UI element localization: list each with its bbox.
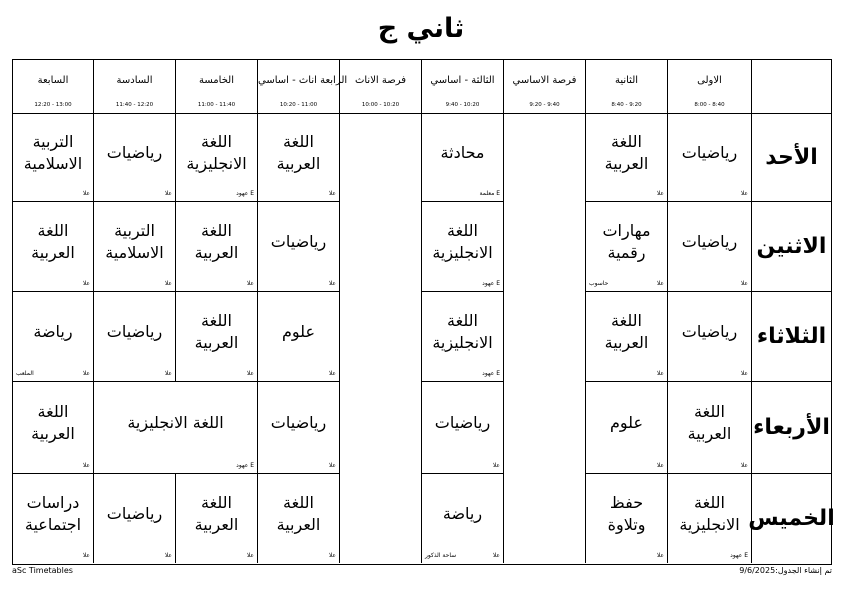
period-name: فرصة الاساسي — [512, 75, 577, 86]
lesson-subject: اللغة العربية — [604, 131, 649, 173]
lesson-teacher: علا — [164, 190, 172, 197]
lesson-subject: رياضة — [33, 321, 73, 341]
period-time: 10:20 - 11:00 — [279, 102, 318, 108]
lesson-subject: محادثة — [440, 142, 485, 162]
period-name: الاولى — [697, 75, 722, 86]
period-header — [503, 60, 585, 114]
lesson-subject: اللغة العربية — [31, 401, 75, 443]
lesson-subject: رياضيات — [681, 142, 738, 162]
day-name: الأربعاء — [753, 415, 830, 440]
lesson-teacher: علا — [82, 552, 90, 559]
lesson-subject: رياضيات — [270, 412, 327, 432]
corner-cell — [751, 60, 831, 114]
lesson-teacher: علا — [164, 280, 172, 287]
lesson-subject: اللغة العربية — [194, 492, 239, 534]
lesson-teacher: علا — [740, 462, 748, 469]
lesson-subject: حفظ وتلاوة — [607, 492, 646, 534]
page-title: ثاني ج — [377, 13, 465, 44]
lesson-subject: اللغة الانجليزية — [186, 131, 247, 173]
period-time: 11:40 - 12:20 — [115, 102, 154, 108]
period-name: الخامسة — [199, 75, 234, 86]
lesson-cell — [257, 114, 339, 202]
lesson-cell — [667, 114, 751, 202]
lesson-subject: اللغة العربية — [687, 401, 732, 443]
day-label — [751, 114, 831, 202]
period-time: 9:40 - 10:20 — [445, 102, 480, 108]
period-time: 8:00 - 8:40 — [694, 102, 725, 108]
period-header — [175, 60, 257, 114]
lesson-cell — [585, 474, 667, 563]
period-time: 11:00 - 11:40 — [197, 102, 236, 108]
lesson-cell — [257, 202, 339, 292]
lesson-subject: اللغة العربية — [276, 492, 321, 534]
lesson-cell — [13, 114, 93, 202]
lesson-cell — [421, 114, 503, 202]
period-header — [13, 60, 93, 114]
lesson-teacher: E عهود — [730, 552, 748, 559]
lesson-cell — [93, 474, 175, 563]
lesson-cell — [421, 292, 503, 382]
lesson-subject: اللغة العربية — [31, 220, 75, 262]
lesson-teacher: علا — [82, 190, 90, 197]
break-column — [339, 114, 421, 563]
lesson-teacher: علا — [656, 190, 664, 197]
lesson-cell — [13, 474, 93, 563]
footer-generated-date: تم إنشاء الجدول:9/6/2025 — [739, 566, 832, 575]
lesson-cell — [667, 292, 751, 382]
period-header — [421, 60, 503, 114]
lesson-cell — [175, 114, 257, 202]
lesson-cell — [13, 202, 93, 292]
lesson-subject: اللغة الانجليزية — [679, 492, 740, 534]
lesson-teacher: E عهود — [236, 190, 254, 197]
lesson-teacher: علا — [246, 552, 254, 559]
lesson-subject: رياضيات — [106, 142, 163, 162]
period-header — [93, 60, 175, 114]
lesson-teacher: علا — [164, 370, 172, 377]
lesson-teacher: علا — [164, 552, 172, 559]
lesson-cell — [667, 202, 751, 292]
lesson-cell — [585, 202, 667, 292]
period-header — [585, 60, 667, 114]
lesson-cell — [93, 382, 257, 474]
lesson-cell — [585, 114, 667, 202]
lesson-teacher: علا — [740, 280, 748, 287]
lesson-teacher: علا — [740, 370, 748, 377]
lesson-cell — [175, 292, 257, 382]
lesson-cell — [257, 474, 339, 563]
period-time: 12:20 - 13:00 — [34, 102, 72, 108]
lesson-subject: رياضيات — [681, 231, 738, 251]
lesson-subject: علوم — [609, 412, 643, 432]
footer-software: aSc Timetables — [12, 566, 73, 575]
lesson-teacher: E عهود — [482, 280, 500, 287]
lesson-cell — [93, 202, 175, 292]
lesson-teacher: علا — [82, 370, 90, 377]
lesson-room: حاسوب — [589, 280, 609, 287]
lesson-cell — [421, 382, 503, 474]
lesson-cell — [585, 382, 667, 474]
lesson-teacher: علا — [82, 280, 90, 287]
period-name: السابعة — [37, 75, 69, 86]
day-label — [751, 382, 831, 474]
lesson-subject: اللغة العربية — [194, 220, 239, 262]
period-name: السادسة — [116, 75, 153, 86]
lesson-cell — [421, 202, 503, 292]
lesson-cell — [93, 114, 175, 202]
lesson-subject: علوم — [281, 321, 315, 341]
lesson-subject: اللغة العربية — [604, 310, 649, 352]
lesson-subject: رياضيات — [270, 231, 327, 251]
lesson-subject: رياضيات — [106, 321, 163, 341]
lesson-teacher: علا — [328, 462, 336, 469]
lesson-subject: اللغة العربية — [194, 310, 239, 352]
lesson-subject: مهارات رقمية — [602, 220, 651, 262]
lesson-subject: دراسات اجتماعية — [24, 492, 82, 534]
lesson-teacher: E عهود — [236, 462, 254, 469]
lesson-subject: اللغة الانجليزية — [127, 412, 224, 432]
lesson-cell — [257, 292, 339, 382]
lesson-subject: التربية الاسلامية — [105, 220, 164, 262]
period-header — [667, 60, 751, 114]
lesson-room: ساحة الذكور — [425, 552, 457, 559]
lesson-cell — [175, 202, 257, 292]
lesson-room: الملعب — [16, 370, 34, 377]
lesson-teacher: علا — [82, 462, 90, 469]
day-name: الأحد — [765, 145, 818, 170]
period-name: الرابعة اناث - اساسي — [258, 75, 348, 86]
period-name: فرصة الاناث — [354, 75, 407, 86]
lesson-subject: التربية الاسلامية — [23, 131, 83, 173]
lesson-teacher: علا — [656, 552, 664, 559]
break-column — [503, 114, 585, 563]
lesson-teacher: علا — [328, 280, 336, 287]
lesson-teacher: علا — [740, 190, 748, 197]
lesson-subject: رياضيات — [106, 503, 163, 523]
lesson-cell — [585, 292, 667, 382]
lesson-subject: اللغة الانجليزية — [432, 220, 493, 262]
lesson-cell — [175, 474, 257, 563]
lesson-subject: رياضيات — [681, 321, 738, 341]
lesson-teacher: علا — [328, 190, 336, 197]
period-time: 10:00 - 10:20 — [361, 102, 400, 108]
lesson-subject: رياضة — [442, 503, 483, 523]
lesson-subject: اللغة العربية — [276, 131, 321, 173]
lesson-teacher: علا — [492, 552, 500, 559]
period-name: الثالثة - اساسي — [430, 75, 495, 86]
day-name: الخميس — [748, 506, 835, 531]
day-name: الثلاثاء — [756, 324, 827, 349]
day-label — [751, 292, 831, 382]
lesson-teacher: علا — [492, 462, 500, 469]
lesson-teacher: علا — [246, 370, 254, 377]
period-name: الثانية — [614, 75, 639, 86]
period-header — [339, 60, 421, 114]
lesson-cell — [257, 382, 339, 474]
lesson-teacher: علا — [328, 552, 336, 559]
timetable-grid — [12, 59, 835, 565]
lesson-cell — [93, 292, 175, 382]
lesson-subject: رياضيات — [434, 412, 491, 432]
lesson-cell — [13, 292, 93, 382]
lesson-teacher: علا — [656, 462, 664, 469]
lesson-cell — [667, 382, 751, 474]
lesson-cell — [667, 474, 751, 563]
period-time: 9:20 - 9:40 — [529, 102, 560, 108]
lesson-teacher: علا — [246, 280, 254, 287]
day-name: الاثنين — [756, 234, 827, 259]
lesson-teacher: علا — [656, 370, 664, 377]
lesson-cell — [421, 474, 503, 563]
lesson-teacher: E عهود — [482, 370, 500, 377]
lesson-cell — [13, 382, 93, 474]
period-header — [257, 60, 348, 114]
day-label — [748, 474, 835, 563]
lesson-teacher: علا — [328, 370, 336, 377]
lesson-subject: اللغة الانجليزية — [432, 310, 493, 352]
lesson-teacher: E معلمة — [479, 190, 500, 197]
day-label — [751, 202, 831, 292]
period-time: 8:40 - 9:20 — [611, 102, 642, 108]
lesson-teacher: علا — [656, 280, 664, 287]
